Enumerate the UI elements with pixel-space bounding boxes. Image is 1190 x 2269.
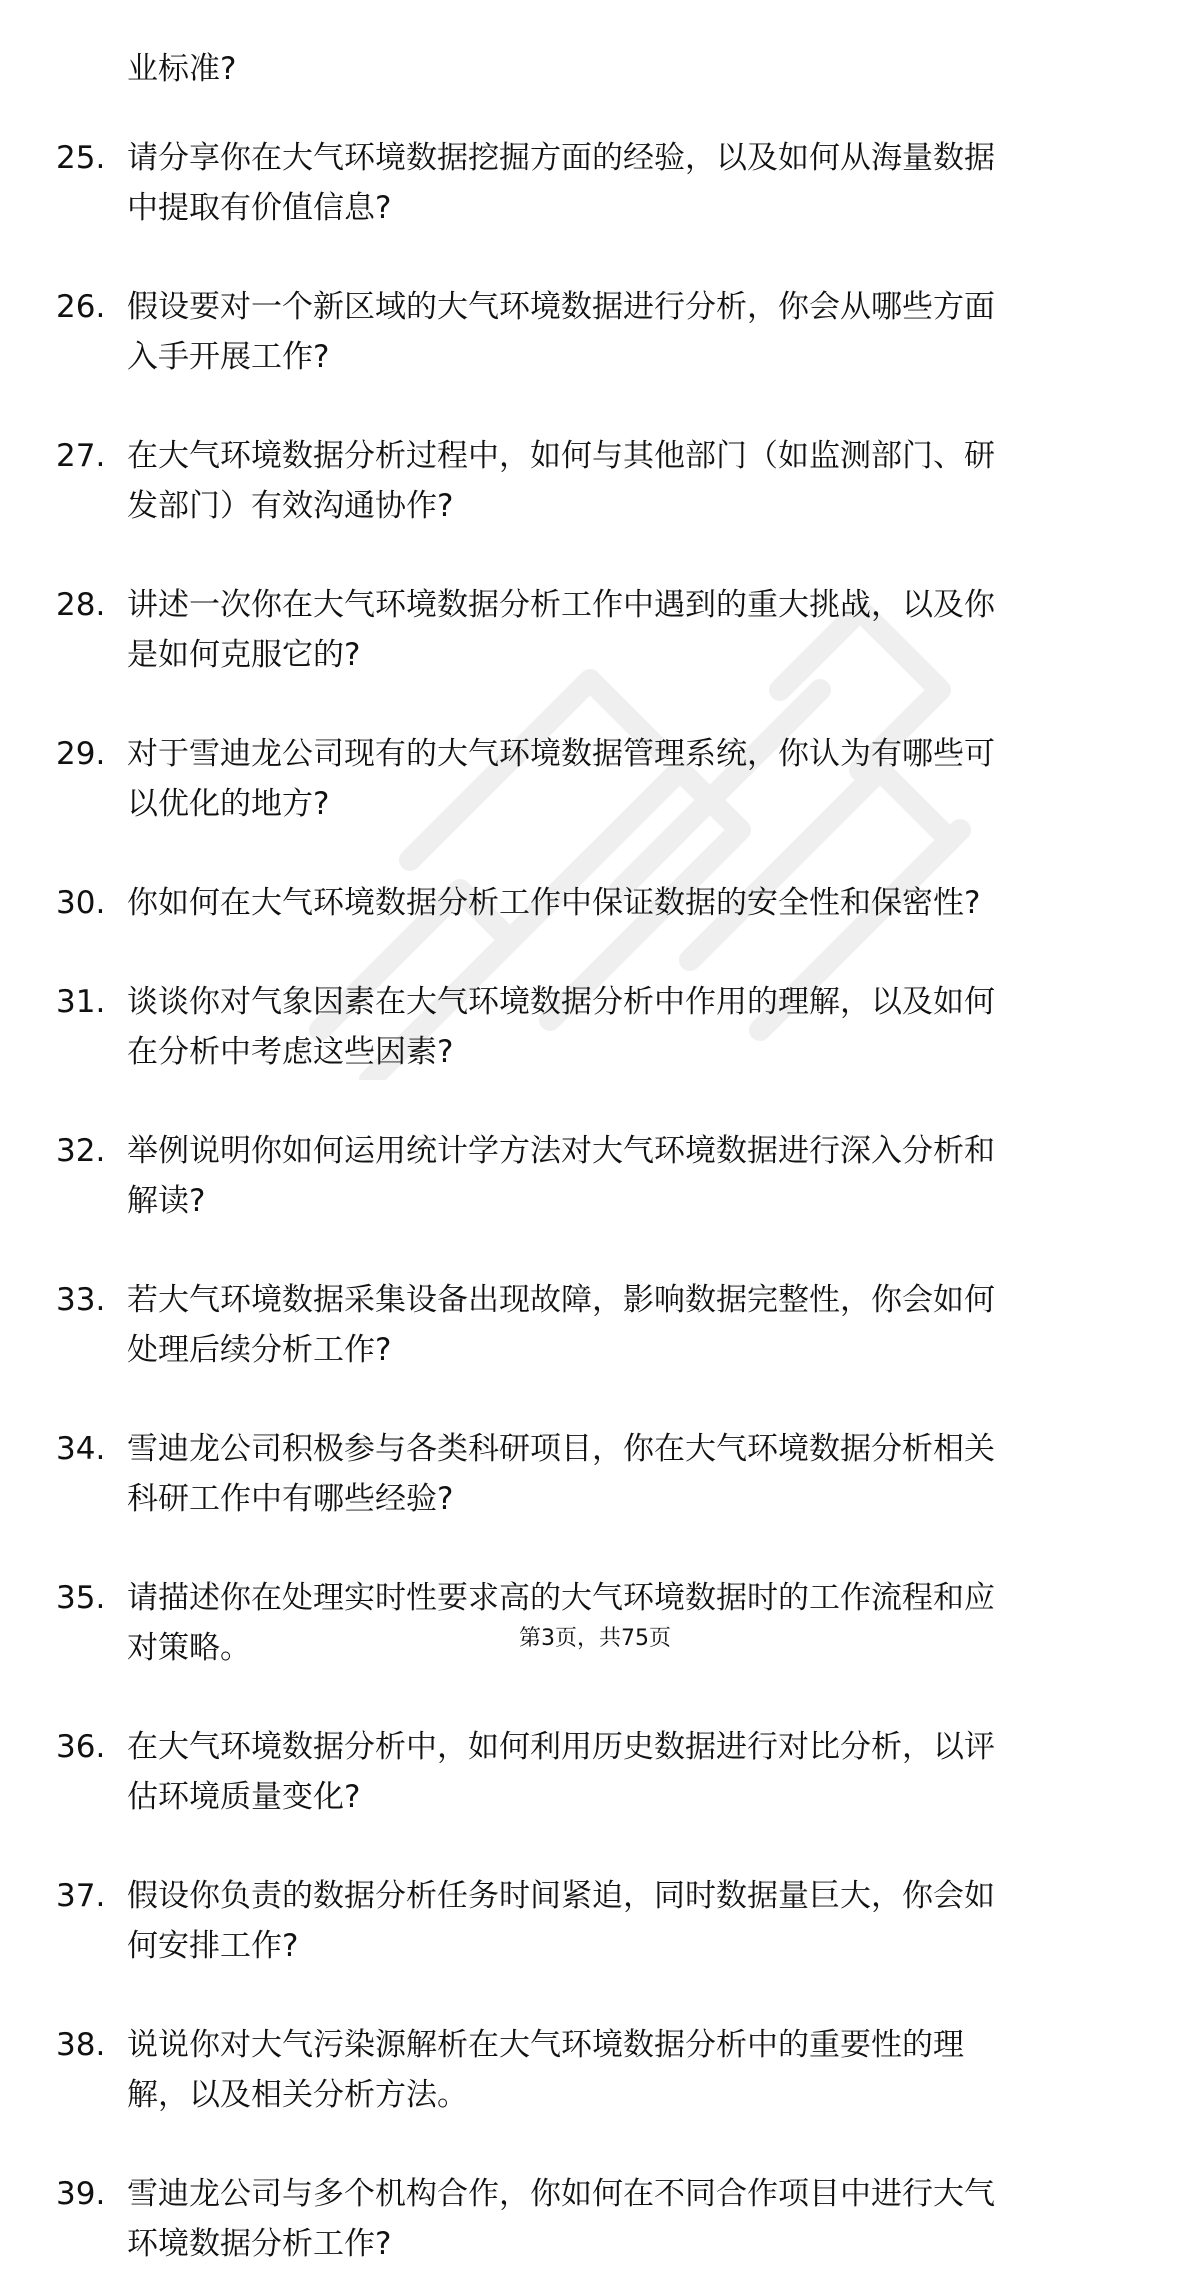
- item-number: 34.: [56, 1431, 106, 1467]
- item-text-line: 处理后续分析工作?: [127, 1332, 392, 1368]
- item-text-line: 发部门）有效沟通协作?: [127, 488, 454, 524]
- item-text-line: 谈谈你对气象因素在大气环境数据分析中作用的理解，以及如何: [127, 984, 995, 1020]
- list-item: [0, 431, 1190, 531]
- item-number: 32.: [56, 1133, 106, 1169]
- list-item: [0, 1722, 1190, 1822]
- item-text: [127, 282, 1117, 382]
- items-container: [0, 133, 1190, 2269]
- continued-line: 业标准?: [127, 51, 237, 87]
- item-text-line: 对于雪迪龙公司现有的大气环境数据管理系统，你认为有哪些可: [127, 736, 995, 772]
- list-item: [0, 2020, 1190, 2120]
- list-item: [0, 878, 1190, 928]
- item-number: 25.: [56, 140, 106, 176]
- item-text-line: 假设你负责的数据分析任务时间紧迫，同时数据量巨大，你会如: [127, 1878, 995, 1914]
- item-text-line: 中提取有价值信息?: [127, 190, 392, 226]
- list-item: [0, 282, 1190, 382]
- item-text: [127, 1722, 1117, 1822]
- item-text: [127, 1275, 1117, 1375]
- item-text-line: 对策略。: [127, 1630, 251, 1666]
- item-text-line: 在分析中考虑这些因素?: [127, 1034, 454, 1070]
- item-number: 38.: [56, 2027, 106, 2063]
- item-number: 35.: [56, 1580, 106, 1616]
- list-item: [0, 1871, 1190, 1971]
- item-text-line: 环境数据分析工作?: [127, 2226, 392, 2262]
- item-text: [127, 729, 1117, 829]
- item-text: [127, 580, 1117, 680]
- item-text-line: 雪迪龙公司与多个机构合作，你如何在不同合作项目中进行大气: [127, 2176, 995, 2212]
- list-item: [0, 1126, 1190, 1226]
- item-text-line: 讲述一次你在大气环境数据分析工作中遇到的重大挑战，以及你: [127, 587, 995, 623]
- list-item: [0, 2169, 1190, 2269]
- item-text-line: 在大气环境数据分析过程中，如何与其他部门（如监测部门、研: [127, 438, 995, 474]
- item-text-line: 何安排工作?: [127, 1928, 299, 1964]
- list-item: [0, 1573, 1190, 1673]
- item-number: 28.: [56, 587, 106, 623]
- item-text-line: 入手开展工作?: [127, 339, 330, 375]
- list-item: [0, 580, 1190, 680]
- item-text-line: 请分享你在大气环境数据挖掘方面的经验，以及如何从海量数据: [127, 140, 995, 176]
- item-text-line: 以优化的地方?: [127, 786, 330, 822]
- item-text-line: 请描述你在处理实时性要求高的大气环境数据时的工作流程和应: [127, 1580, 995, 1616]
- item-text-line: 说说你对大气污染源解析在大气环境数据分析中的重要性的理: [127, 2027, 964, 2063]
- item-text-line: 科研工作中有哪些经验?: [127, 1481, 454, 1517]
- item-text: [127, 1126, 1117, 1226]
- item-text-line: 假设要对一个新区域的大气环境数据进行分析，你会从哪些方面: [127, 289, 995, 325]
- item-text-line: 举例说明你如何运用统计学方法对大气环境数据进行深入分析和: [127, 1133, 995, 1169]
- item-text-line: 估环境质量变化?: [127, 1779, 361, 1815]
- item-text-line: 在大气环境数据分析中，如何利用历史数据进行对比分析，以评: [127, 1729, 995, 1765]
- item-number: 31.: [56, 984, 106, 1020]
- item-text: [127, 1424, 1117, 1524]
- item-text-line: 解，以及相关分析方法。: [127, 2077, 468, 2113]
- item-text-line: 你如何在大气环境数据分析工作中保证数据的安全性和保密性?: [127, 885, 981, 921]
- item-text-line: 解读?: [127, 1183, 206, 1219]
- list-item: [0, 1424, 1190, 1524]
- item-text: [127, 133, 1117, 233]
- list-item: [0, 1275, 1190, 1375]
- item-number: 30.: [56, 885, 106, 921]
- item-text-line: 若大气环境数据采集设备出现故障，影响数据完整性，你会如何: [127, 1282, 995, 1318]
- item-text: [127, 977, 1117, 1077]
- item-number: 27.: [56, 438, 106, 474]
- item-number: 29.: [56, 736, 106, 772]
- item-text: [127, 1573, 1117, 1673]
- item-number: 36.: [56, 1729, 106, 1765]
- item-text: [127, 431, 1117, 531]
- list-item: [0, 729, 1190, 829]
- page-footer: 第3页，共75页: [519, 1626, 671, 1651]
- item-number: 37.: [56, 1878, 106, 1914]
- item-number: 39.: [56, 2176, 106, 2212]
- item-number: 26.: [56, 289, 106, 325]
- list-item: [0, 977, 1190, 1077]
- item-text: [127, 1871, 1117, 1971]
- list-item: [0, 133, 1190, 233]
- item-text-line: 雪迪龙公司积极参与各类科研项目，你在大气环境数据分析相关: [127, 1431, 995, 1467]
- item-text: [127, 2169, 1117, 2269]
- question-list: [0, 44, 1190, 2269]
- item-text: [127, 878, 1117, 928]
- item-text: [127, 2020, 1117, 2120]
- item-number: 33.: [56, 1282, 106, 1318]
- item-text-line: 是如何克服它的?: [127, 637, 361, 673]
